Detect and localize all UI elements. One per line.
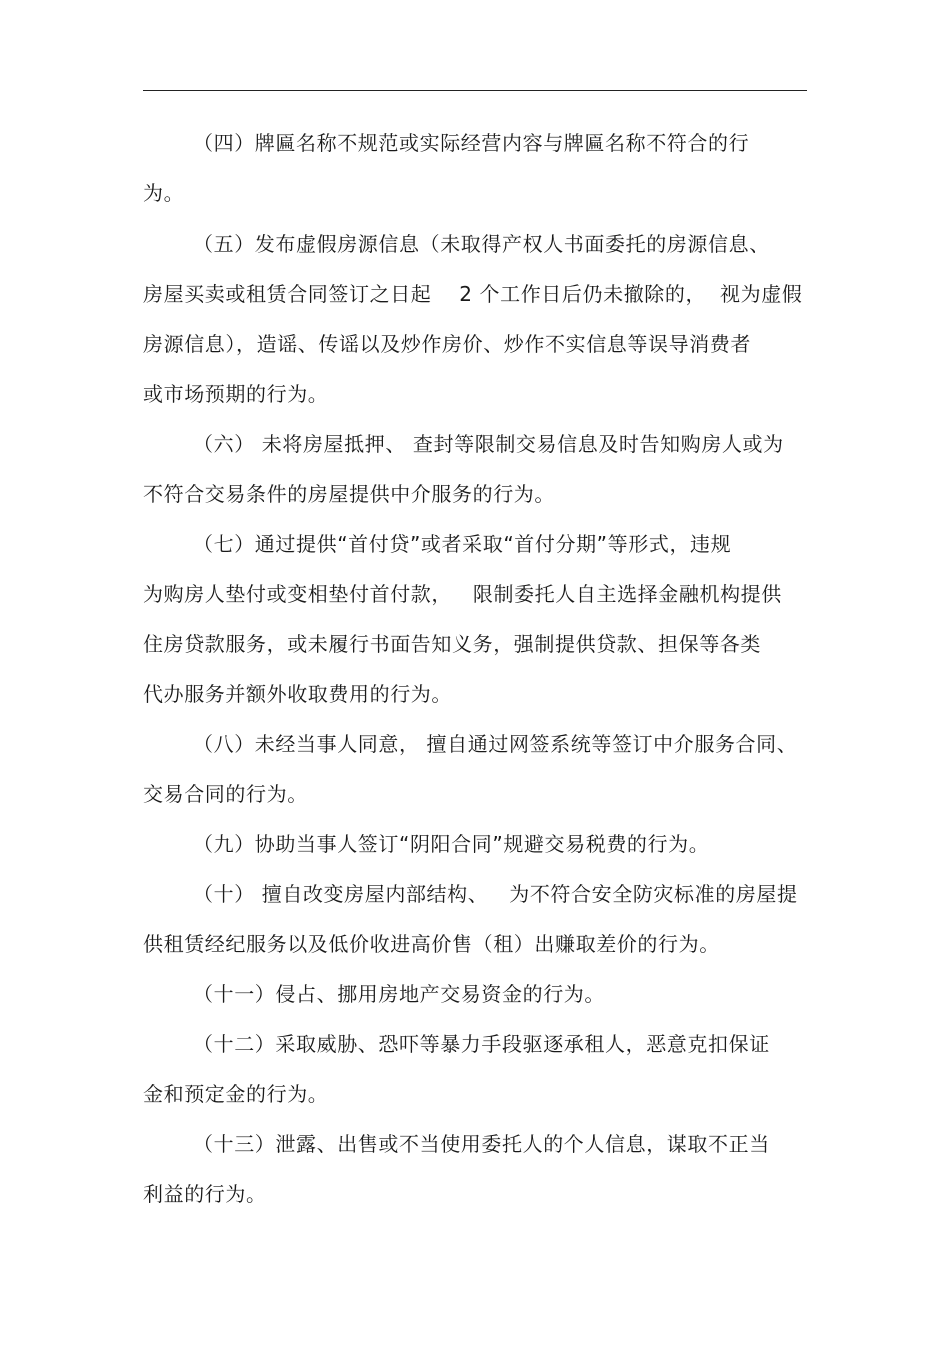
text-line: 为。 — [143, 181, 185, 205]
text-line: （五）发布虚假房源信息（未取得产权人书面委托的房源信息、 — [193, 232, 770, 256]
text-line: （八）未经当事人同意， 擅自通过网签系统等签订中介服务合同、 — [193, 732, 798, 756]
text-line: （十三）泄露、出售或不当使用委托人的个人信息，谋取不正当 — [193, 1132, 770, 1156]
text-line: 或市场预期的行为。 — [143, 382, 329, 406]
text-line: （九）协助当事人签订“阴阳合同”规避交易税费的行为。 — [193, 832, 710, 856]
text-line: 金和预定金的行为。 — [143, 1082, 329, 1106]
text-line: 交易合同的行为。 — [143, 782, 308, 806]
text-line: 房屋买卖或租赁合同签订之日起 2 个工作日后仍未撤除的， 视为虚假 — [143, 282, 803, 306]
text-line: （六） 未将房屋抵押、 查封等限制交易信息及时告知购房人或为 — [193, 432, 784, 456]
text-line: （十二）采取威胁、恐吓等暴力手段驱逐承租人，恶意克扣保证 — [193, 1032, 770, 1056]
text-line: 房源信息），造谣、传谣以及炒作房价、炒作不实信息等误导消费者 — [143, 332, 751, 356]
text-line: 不符合交易条件的房屋提供中介服务的行为。 — [143, 482, 555, 506]
header-rule — [143, 90, 807, 91]
text-line: 住房贷款服务，或未履行书面告知义务，强制提供贷款、担保等各类 — [143, 632, 761, 656]
text-line: （四）牌匾名称不规范或实际经营内容与牌匾名称不符合的行 — [193, 131, 750, 155]
text-line: （十一）侵占、挪用房地产交易资金的行为。 — [193, 982, 605, 1006]
text-line: 供租赁经纪服务以及低价收进高价售（租）出赚取差价的行为。 — [143, 932, 720, 956]
text-line: 代办服务并额外收取费用的行为。 — [143, 682, 452, 706]
text-line: 为购房人垫付或变相垫付首付款， 限制委托人自主选择金融机构提供 — [143, 582, 782, 606]
text-line: 利益的行为。 — [143, 1182, 267, 1206]
text-line: （七）通过提供“首付贷”或者采取“首付分期”等形式，违规 — [193, 532, 732, 556]
text-line: （十） 擅自改变房屋内部结构、 为不符合安全防灾标准的房屋提 — [193, 882, 798, 906]
